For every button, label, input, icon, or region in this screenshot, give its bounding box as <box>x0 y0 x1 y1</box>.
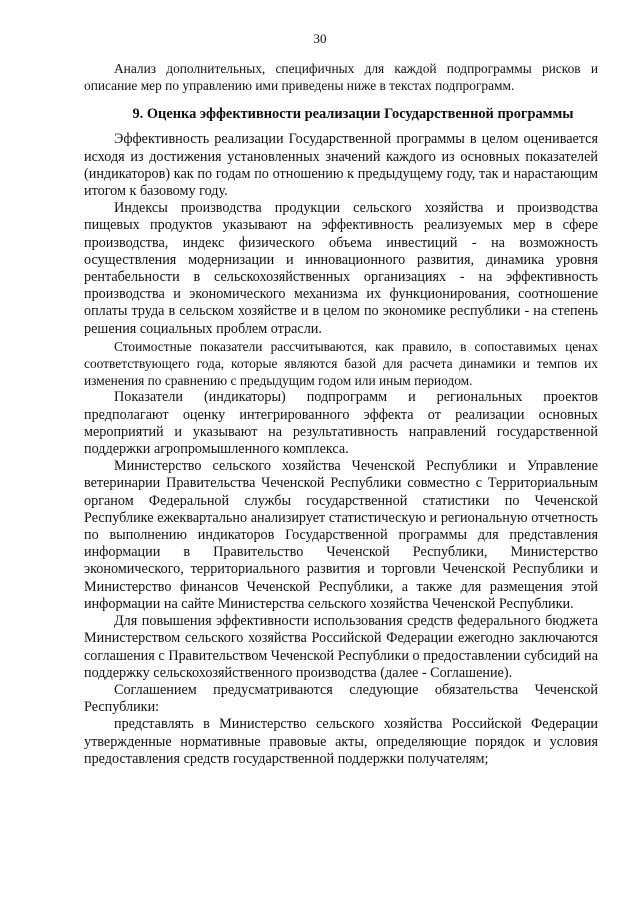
paragraph-obligation-item: представлять в Министерство сельского хозяйства Российской Федерации утвержденные нормативные правовые акты, определяющие порядок и условия предоставления средств государственной поддержки получателям; <box>84 716 598 767</box>
paragraph-agreement-obligations: Соглашением предусматриваются следующие обязательства Чеченской Республики: <box>84 681 598 716</box>
document-body <box>84 60 598 768</box>
section-heading: 9. Оценка эффективности реализации Государственной программы <box>132 106 574 123</box>
paragraph-efficiency: Эффективность реализации Государственной программы в целом оценивается исходя из достижения установленных значений каждого из основных показателей (индикаторов) как по годам по отношению к предыдущему году, так и нарастающим итогом к базовому году. <box>84 131 598 200</box>
paragraph-federal-budget: Для повышения эффективности использования средств федерального бюджета Министерством сельского хозяйства Российской Федерации ежегодно заключаются соглашения с Правительством Чеченской Республики о предоставлении субсидий на поддержку сельскохозяйственного производства (далее - Соглашение). <box>84 613 598 681</box>
paragraph-risks-analysis: Анализ дополнительных, специфичных для каждой подпрограммы рисков и описание мер по управлению ими приведены ниже в текстах подпрограмм. <box>84 61 598 94</box>
paragraph-ministry-analysis: Министерство сельского хозяйства Чеченской Республики и Управление ветеринарии Правительства Чеченской Республики совместно с Территориальным органом Федеральной службы государственной статистики по Чеченской Республике ежеквартально анализирует статистическую и региональную отчетность по выполнению индикаторов Государственной программы для представления информации в Правительство Чеченской Республики, Министерство экономического, территориального развития и торговли Чеченской Республики и Министерство финансов Чеченской Республики, а также для размещения этой информации на сайте Министерства сельского хозяйства Чеченской Республики. <box>84 458 598 612</box>
paragraph-cost-indicators: Стоимостные показатели рассчитываются, как правило, в сопоставимых ценах соответствующего года, которые являются базой для расчета динамики и темпов их изменения по сравнению с предыдущим годом или иным периодом. <box>84 338 598 389</box>
paragraph-indices: Индексы производства продукции сельского хозяйства и производства пищевых продуктов указывают на эффективность реализуемых мер в сфере производства, индекс физического объема инвестиций - на возможность осуществления модернизации и инновационного развития, динамика уровня рентабельности в сельскохозяйственных организациях - на эффективность производства и экономического механизма их функционирования, соотношение оплаты труда в сельском хозяйстве и в целом по экономике республики - на степень решения социальных проблем отрасли. <box>84 200 598 337</box>
paragraph-subprogram-indicators: Показатели (индикаторы) подпрограмм и региональных проектов предполагают оценку интегрированного эффекта от реализации основных мероприятий и указывают на результативность направлений государственной поддержки агропромышленного комплекса. <box>84 389 598 458</box>
page-number: 30 <box>313 31 327 46</box>
